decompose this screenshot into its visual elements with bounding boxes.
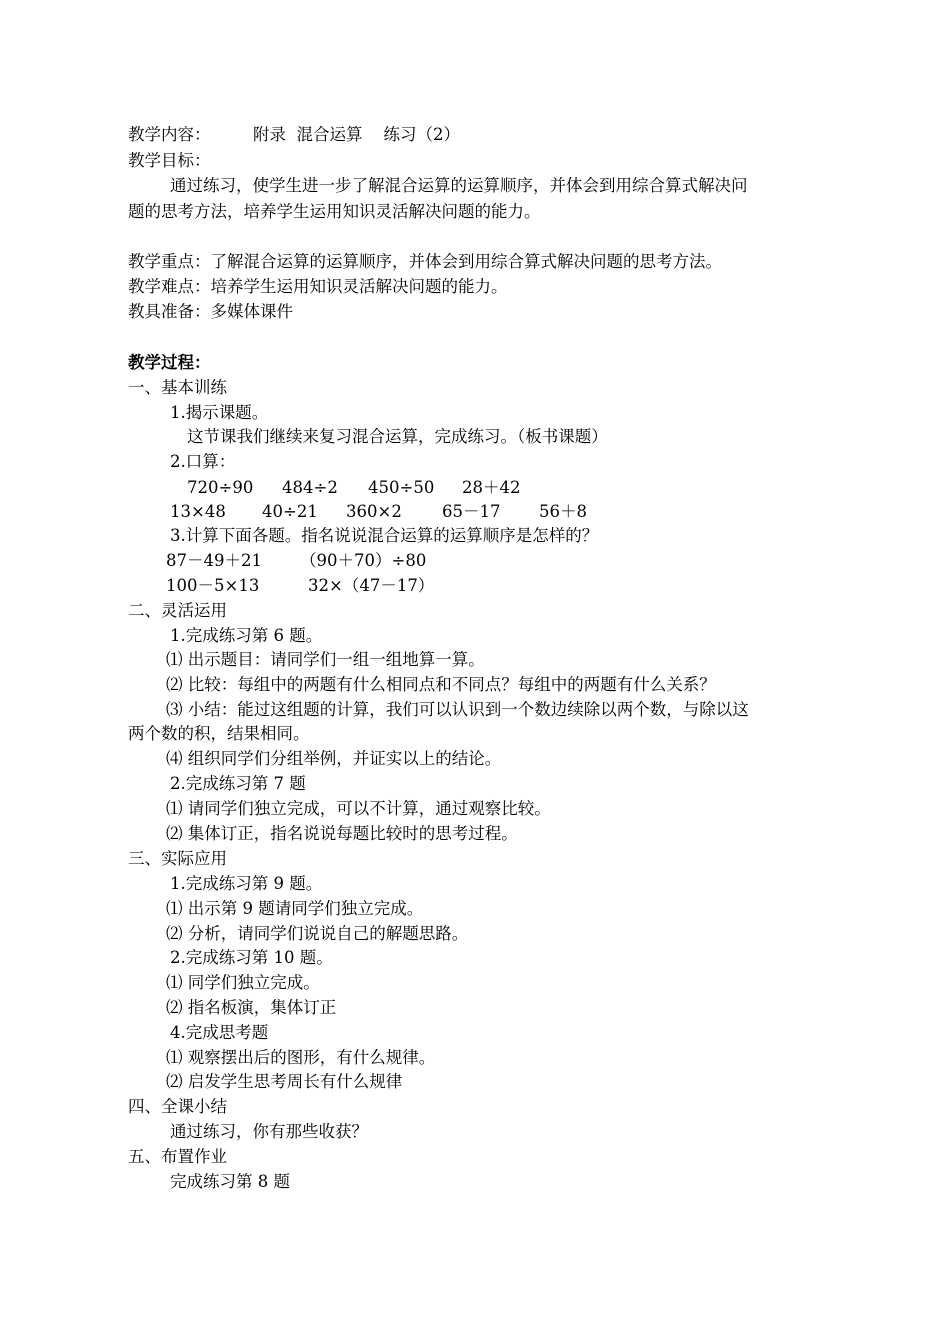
section1-title: 一、基本训练 — [128, 378, 227, 397]
calc-item: 56＋8 — [539, 502, 587, 521]
expr-item: 87－49＋21 — [166, 551, 262, 570]
section3-title: 三、实际应用 — [128, 849, 227, 868]
section1-item1: 1.揭示课题。 — [170, 403, 269, 422]
section2-sub6: ⑵ 集体订正，指名说说每题比较时的思考过程。 — [166, 824, 518, 843]
section3-sub6: ⑵ 启发学生思考周长有什么规律 — [166, 1072, 403, 1091]
section2-sub5: ⑴ 请同学们独立完成，可以不计算，通过观察比较。 — [166, 799, 551, 818]
calc-item: 450÷50 — [368, 478, 435, 497]
difficulty: 教学难点：培养学生运用知识灵活解决问题的能力。 — [128, 277, 508, 296]
section4-title: 四、全课小结 — [128, 1097, 227, 1116]
section2-sub3b: 两个数的积，结果相同。 — [128, 724, 310, 743]
section2-title: 二、灵活运用 — [128, 601, 227, 620]
calc-item: 720÷90 — [187, 478, 254, 497]
calc-item: 484÷2 — [282, 478, 338, 497]
content-value: 附录 混合运算 练习（2） — [253, 125, 460, 144]
section5-text: 完成练习第 8 题 — [170, 1172, 290, 1191]
section1-item2: 2.口算： — [170, 452, 236, 471]
calc-item: 360×2 — [346, 502, 402, 521]
calc-item: 13×48 — [170, 502, 226, 521]
section1-item1-text: 这节课我们继续来复习混合运算，完成练习。（板书课题） — [187, 427, 608, 446]
key-point: 教学重点：了解混合运算的运算顺序，并体会到用综合算式解决问题的思考方法。 — [128, 252, 722, 271]
calc-item: 40÷21 — [262, 502, 318, 521]
expr-item: 32×（47－17） — [308, 576, 435, 595]
content-label: 教学内容： — [128, 125, 211, 144]
equipment: 教具准备：多媒体课件 — [128, 302, 293, 321]
section2-item1: 1.完成练习第 6 题。 — [170, 626, 323, 645]
section2-sub4: ⑷ 组织同学们分组举例，并证实以上的结论。 — [166, 749, 502, 768]
section3-sub3: ⑴ 同学们独立完成。 — [166, 973, 320, 992]
section3-sub5: ⑴ 观察摆出后的图形，有什么规律。 — [166, 1048, 436, 1067]
section3-item1: 1.完成练习第 9 题。 — [170, 874, 323, 893]
expr-item: （90＋70）÷80 — [300, 551, 427, 570]
goal-line-1: 通过练习，使学生进一步了解混合运算的运算顺序，并体会到用综合算式解决问 — [170, 176, 748, 195]
section4-text: 通过练习，你有那些收获？ — [170, 1122, 368, 1141]
goal-label: 教学目标： — [128, 151, 211, 170]
goal-line-2: 题的思考方法，培养学生运用知识灵活解决问题的能力。 — [128, 202, 541, 221]
section3-sub2: ⑵ 分析，请同学们说说自己的解题思路。 — [166, 924, 469, 943]
section1-item3: 3.计算下面各题。指名说说混合运算的运算顺序是怎样的？ — [170, 526, 599, 545]
section5-title: 五、布置作业 — [128, 1147, 227, 1166]
section3-item2: 2.完成练习第 10 题。 — [170, 948, 333, 967]
section2-sub3a: ⑶ 小结：能过这组题的计算，我们可以认识到一个数边续除以两个数，与除以这 — [166, 700, 749, 719]
section2-sub2: ⑵ 比较：每组中的两题有什么相同点和不同点？每组中的两题有什么关系？ — [166, 675, 716, 694]
process-title: 教学过程： — [128, 353, 211, 372]
section3-item4: 4.完成思考题 — [170, 1023, 269, 1042]
section3-sub1: ⑴ 出示第 9 题请同学们独立完成。 — [166, 899, 424, 918]
section2-sub1: ⑴ 出示题目：请同学们一组一组地算一算。 — [166, 650, 485, 669]
section3-sub4: ⑵ 指名板演，集体订正 — [166, 998, 337, 1017]
calc-item: 28＋42 — [462, 478, 521, 497]
section2-item2: 2.完成练习第 7 题 — [170, 774, 306, 793]
expr-item: 100－5×13 — [166, 576, 260, 595]
calc-item: 65－17 — [442, 502, 501, 521]
